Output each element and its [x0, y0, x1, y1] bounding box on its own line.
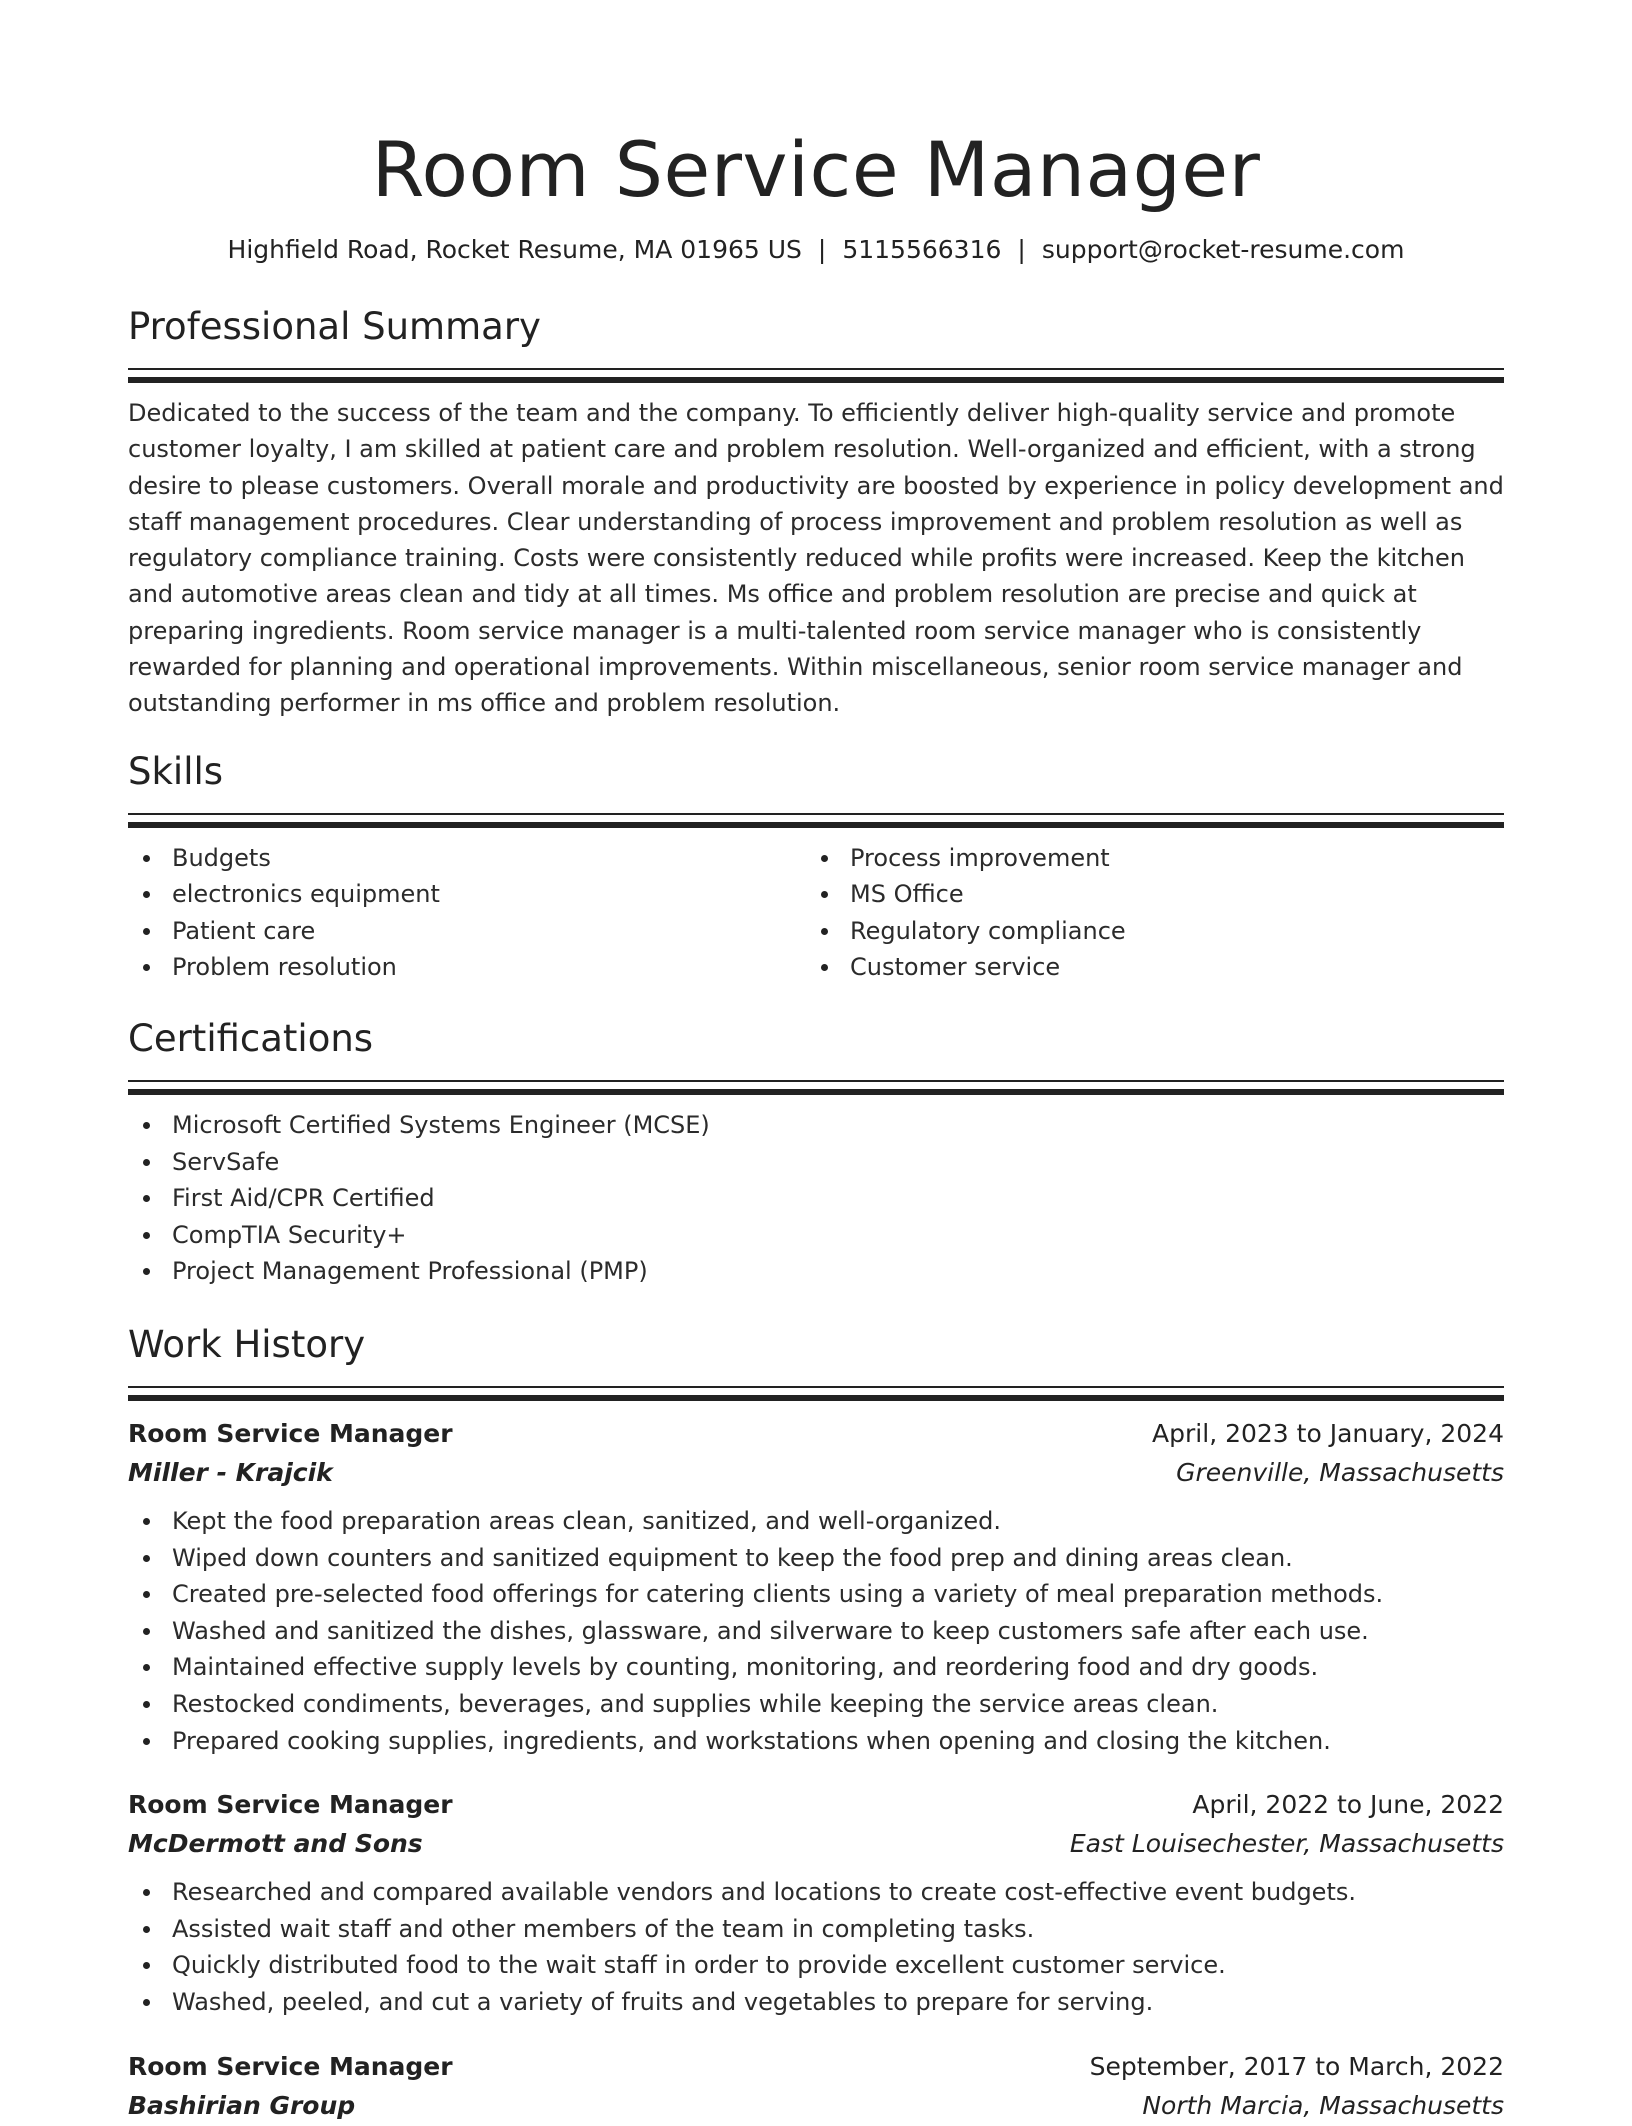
resume-name: Room Service Manager	[371, 125, 1261, 214]
job-bullet: Maintained effective supply levels by counting, monitoring, and reordering food and dry goods.	[128, 1649, 1504, 1686]
job-dates: September, 2017 to March, 2022	[1089, 2051, 1504, 2081]
job-company-row	[128, 1453, 1504, 1493]
job-bullets	[128, 1874, 1504, 2020]
section-title-summary: Professional Summary	[128, 305, 541, 348]
skills-column-right	[806, 840, 1484, 986]
job-bullet: Assisted wait staff and other members of the team in completing tasks.	[128, 1911, 1504, 1948]
skill-item: Customer service	[806, 949, 1484, 986]
job-header-row	[128, 2048, 1504, 2086]
job-bullets	[128, 1503, 1504, 1759]
job-title: Room Service Manager	[128, 1419, 453, 1449]
skills-column-left	[128, 840, 806, 986]
job-location: North Marcia, Massachusetts	[1142, 2090, 1504, 2120]
skills-section	[128, 747, 1504, 986]
job-entry	[128, 1786, 1504, 2020]
section-title-work-history: Work History	[128, 1323, 366, 1367]
job-header-row	[128, 1415, 1504, 1453]
skill-item: Patient care	[128, 913, 806, 950]
certification-item: Microsoft Certified Systems Engineer (MCSE)	[128, 1107, 1504, 1144]
job-bullet: Researched and compared available vendors and locations to create cost-effective event budgets.	[128, 1874, 1504, 1911]
contact-line	[128, 232, 1504, 268]
skill-item: Problem resolution	[128, 949, 806, 986]
job-entry	[128, 2048, 1504, 2126]
skill-item: Process improvement	[806, 840, 1484, 877]
job-bullet: Wiped down counters and sanitized equipment to keep the food prep and dining areas clean.	[128, 1540, 1504, 1577]
contact-email: support@rocket-resume.com	[1041, 235, 1405, 264]
job-entry	[128, 1415, 1504, 1759]
job-bullet: Washed, peeled, and cut a variety of fruits and vegetables to prepare for serving.	[128, 1984, 1504, 2021]
work-history-section	[128, 1320, 1504, 2126]
section-divider	[128, 1386, 1504, 1401]
job-title: Room Service Manager	[128, 1790, 453, 1820]
job-bullet: Kept the food preparation areas clean, sanitized, and well-organized.	[128, 1503, 1504, 1540]
skill-item: Regulatory compliance	[806, 913, 1484, 950]
resume-page	[128, 0, 1504, 2126]
job-bullet: Washed and sanitized the dishes, glassware, and silverware to keep customers safe after each use.	[128, 1613, 1504, 1650]
job-location: Greenville, Massachusetts	[1176, 1458, 1504, 1488]
certification-item: Project Management Professional (PMP)	[128, 1253, 1504, 1290]
skill-item: Budgets	[128, 840, 806, 877]
skills-grid	[128, 840, 1504, 986]
section-divider	[128, 1080, 1504, 1095]
certification-item: First Aid/CPR Certified	[128, 1180, 1504, 1217]
certification-item: CompTIA Security+	[128, 1217, 1504, 1254]
job-bullet: Quickly distributed food to the wait staff in order to provide excellent customer service.	[128, 1947, 1504, 1984]
job-company: Bashirian Group	[128, 2090, 356, 2120]
section-divider	[128, 368, 1504, 383]
contact-separator: |	[1017, 235, 1026, 264]
job-bullet: Created pre-selected food offerings for catering clients using a variety of meal preparation methods.	[128, 1576, 1504, 1613]
job-bullet: Restocked condiments, beverages, and supplies while keeping the service areas clean.	[128, 1686, 1504, 1723]
skill-item: electronics equipment	[128, 876, 806, 913]
section-divider	[128, 813, 1504, 828]
summary-section	[128, 302, 1504, 722]
skill-item: MS Office	[806, 876, 1484, 913]
job-bullet: Prepared cooking supplies, ingredients, and workstations when opening and closing the kitchen.	[128, 1723, 1504, 1760]
job-company-row	[128, 2086, 1504, 2126]
job-title: Room Service Manager	[128, 2051, 453, 2081]
certifications-section	[128, 1014, 1504, 1290]
section-title-certifications: Certifications	[128, 1017, 374, 1061]
contact-phone: 5115566316	[842, 235, 1002, 264]
section-title-skills: Skills	[128, 749, 224, 793]
job-company-row	[128, 1824, 1504, 1864]
job-dates: April, 2022 to June, 2022	[1192, 1790, 1504, 1820]
job-location: East Louisechester, Massachusetts	[1069, 1829, 1504, 1859]
job-dates: April, 2023 to January, 2024	[1152, 1419, 1504, 1449]
contact-address: Highfield Road, Rocket Resume, MA 01965 US	[227, 235, 802, 264]
job-company: Miller - Krajcik	[128, 1458, 333, 1488]
summary-text: Dedicated to the success of the team and the company. To efficiently deliver high-quality service and promote customer loyalty, I am skilled at patient care and problem resolution. Well-organized and efficient, with a strong desire to please customers. Overall morale and productivity are boosted by experience in policy development and staff management procedures. Clear understanding of process improvement and problem resolution as well as regulatory compliance training. Costs were consistently reduced while profits were increased. Keep the kitchen and automotive areas clean and tidy at all times. Ms office and problem resolution are precise and quick at preparing ingredients. Room service manager is a multi-talented room service manager who is consistently rewarded for planning and operational improvements. Within miscellaneous, senior room service manager and outstanding performer in ms office and problem resolution.	[128, 399, 1504, 718]
job-header-row	[128, 1786, 1504, 1824]
certifications-list	[128, 1107, 1504, 1290]
certification-item: ServSafe	[128, 1144, 1504, 1181]
contact-separator: |	[817, 235, 827, 264]
job-company: McDermott and Sons	[128, 1829, 423, 1859]
